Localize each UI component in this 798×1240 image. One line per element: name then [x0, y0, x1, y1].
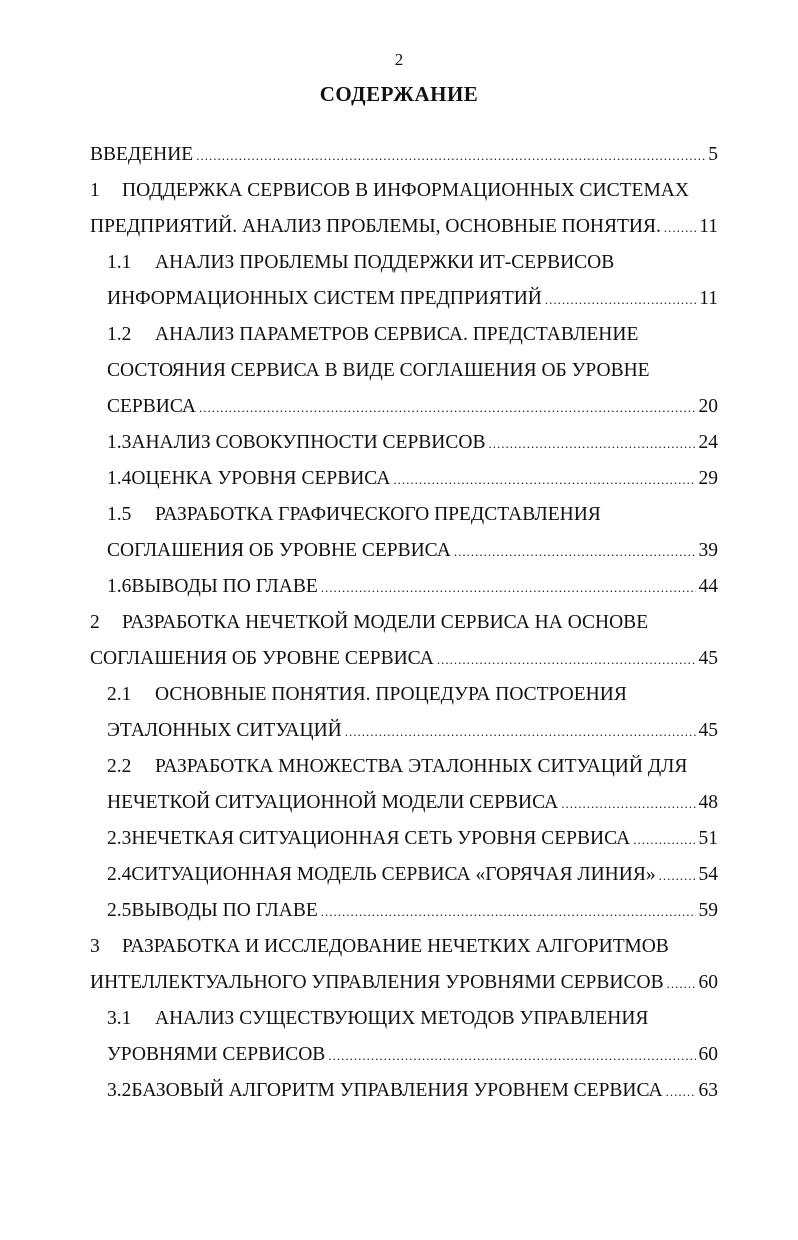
toc-line	[90, 1001, 718, 1037]
toc-line	[90, 749, 718, 785]
toc-entry-title: ПОДДЕРЖКА СЕРВИСОВ В ИНФОРМАЦИОННЫХ СИСТЕМАХ	[122, 180, 689, 201]
toc-entry-title: УРОВНЯМИ СЕРВИСОВ	[107, 1044, 326, 1065]
toc-entry-title: ВЫВОДЫ ПО ГЛАВЕ	[131, 576, 318, 597]
toc-entry-number: 1.4	[107, 468, 132, 489]
toc-entry-page: 24	[698, 432, 718, 453]
toc-entry-title: АНАЛИЗ СОВОКУПНОСТИ СЕРВИСОВ	[131, 432, 486, 453]
toc-entry-page: 54	[698, 864, 718, 885]
toc-line	[90, 497, 718, 533]
toc-line	[90, 173, 718, 209]
dot-leader	[454, 534, 696, 570]
toc-entry-page: 45	[698, 720, 718, 741]
dot-leader	[561, 786, 695, 822]
dot-leader	[199, 390, 696, 426]
toc-entry-title: ОЦЕНКА УРОВНЯ СЕРВИСА	[131, 468, 391, 489]
toc-entry-title: АНАЛИЗ СУЩЕСТВУЮЩИХ МЕТОДОВ УПРАВЛЕНИЯ	[155, 1008, 649, 1029]
toc-entry-title: ПРЕДПРИЯТИЙ. АНАЛИЗ ПРОБЛЕМЫ, ОСНОВНЫЕ ПОНЯТИЯ.	[90, 216, 661, 237]
toc-entry-page: 39	[698, 540, 718, 561]
toc-line	[90, 641, 718, 677]
dot-leader	[321, 894, 696, 930]
toc-entry-page: 5	[708, 144, 718, 165]
toc-entry-number: 1.6	[107, 576, 132, 597]
page-title: СОДЕРЖАНИЕ	[319, 82, 479, 106]
dot-leader	[667, 966, 696, 1002]
dot-leader	[437, 642, 696, 678]
toc-entry-number: 1.5	[107, 504, 132, 525]
toc-entry-page: 29	[698, 468, 718, 489]
table-of-contents	[90, 137, 718, 1109]
toc-entry-number: 3.2	[107, 1080, 132, 1101]
toc-line	[90, 389, 718, 425]
toc-entry-page: 60	[698, 1044, 718, 1065]
dot-leader	[488, 426, 695, 462]
toc-line	[90, 713, 718, 749]
toc-entry-title: НЕЧЕТКОЙ СИТУАЦИОННОЙ МОДЕЛИ СЕРВИСА	[107, 792, 559, 813]
toc-entry-title: БАЗОВЫЙ АЛГОРИТМ УПРАВЛЕНИЯ УРОВНЕМ СЕРВИСА	[131, 1080, 663, 1101]
toc-entry-number: 2.1	[107, 684, 132, 705]
toc-entry-page: 11	[699, 216, 718, 237]
toc-line	[90, 209, 718, 245]
dot-leader	[393, 462, 695, 498]
dot-leader	[545, 282, 696, 318]
toc-line	[90, 929, 718, 965]
toc-entry-title: НЕЧЕТКАЯ СИТУАЦИОННАЯ СЕТЬ УРОВНЯ СЕРВИСА	[131, 828, 631, 849]
toc-line	[90, 893, 718, 929]
toc-line	[90, 677, 718, 713]
toc-entry-title: РАЗРАБОТКА НЕЧЕТКОЙ МОДЕЛИ СЕРВИСА НА ОСНОВЕ	[122, 612, 649, 633]
toc-entry-number: 1.1	[107, 252, 132, 273]
toc-entry-title: СОГЛАШЕНИЯ ОБ УРОВНЕ СЕРВИСА	[90, 648, 434, 669]
toc-line	[90, 1037, 718, 1073]
toc-line	[90, 353, 718, 389]
toc-entry-title: АНАЛИЗ ПАРАМЕТРОВ СЕРВИСА. ПРЕДСТАВЛЕНИЕ	[155, 324, 639, 345]
toc-entry-page: 11	[699, 288, 718, 309]
toc-line	[90, 857, 718, 893]
toc-entry-page: 60	[698, 972, 718, 993]
toc-entry-title: РАЗРАБОТКА И ИССЛЕДОВАНИЕ НЕЧЕТКИХ АЛГОРИТМОВ	[122, 936, 669, 957]
page-number: 2	[394, 50, 404, 69]
toc-line	[90, 137, 718, 173]
toc-entry-title: РАЗРАБОТКА МНОЖЕСТВА ЭТАЛОННЫХ СИТУАЦИЙ ДЛЯ	[155, 756, 688, 777]
toc-entry-number: 3.1	[107, 1008, 132, 1029]
toc-entry-title: СИТУАЦИОННАЯ МОДЕЛЬ СЕРВИСА «ГОРЯЧАЯ ЛИНИЯ»	[131, 864, 656, 885]
toc-entry-number: 1.3	[107, 432, 132, 453]
toc-entry-page: 45	[698, 648, 718, 669]
toc-entry-number: 2.2	[107, 756, 132, 777]
toc-entry-title: ЭТАЛОННЫХ СИТУАЦИЙ	[107, 720, 342, 741]
toc-entry-page: 20	[698, 396, 718, 417]
toc-line	[90, 965, 718, 1001]
dot-leader	[345, 714, 696, 750]
dot-leader	[196, 138, 705, 174]
toc-line	[90, 569, 718, 605]
toc-entry-title: СОСТОЯНИЯ СЕРВИСА В ВИДЕ СОГЛАШЕНИЯ ОБ УРОВНЕ	[107, 360, 650, 381]
dot-leader	[664, 210, 696, 246]
toc-entry-title: ВВЕДЕНИЕ	[90, 144, 194, 165]
toc-entry-page: 51	[698, 828, 718, 849]
toc-line	[90, 533, 718, 569]
toc-entry-page: 59	[698, 900, 718, 921]
toc-line	[90, 785, 718, 821]
toc-entry-number: 1.2	[107, 324, 132, 345]
toc-entry-number: 2.4	[107, 864, 132, 885]
toc-entry-title: СОГЛАШЕНИЯ ОБ УРОВНЕ СЕРВИСА	[107, 540, 451, 561]
dot-leader	[659, 858, 696, 894]
toc-entry-title: ВЫВОДЫ ПО ГЛАВЕ	[131, 900, 318, 921]
toc-line	[90, 245, 718, 281]
toc-entry-number: 3	[90, 936, 100, 957]
toc-line	[90, 605, 718, 641]
toc-entry-title: РАЗРАБОТКА ГРАФИЧЕСКОГО ПРЕДСТАВЛЕНИЯ	[155, 504, 601, 525]
dot-leader	[328, 1038, 695, 1074]
toc-line	[90, 281, 718, 317]
toc-entry-title: АНАЛИЗ ПРОБЛЕМЫ ПОДДЕРЖКИ ИТ-СЕРВИСОВ	[155, 252, 615, 273]
toc-entry-title: ИНФОРМАЦИОННЫХ СИСТЕМ ПРЕДПРИЯТИЙ	[107, 288, 542, 309]
toc-entry-page: 44	[698, 576, 718, 597]
toc-entry-number: 2.3	[107, 828, 132, 849]
toc-entry-number: 2.5	[107, 900, 132, 921]
toc-line	[90, 1073, 718, 1109]
toc-entry-title: ИНТЕЛЛЕКТУАЛЬНОГО УПРАВЛЕНИЯ УРОВНЯМИ СЕРВИСОВ	[90, 972, 664, 993]
toc-entry-title: СЕРВИСА	[107, 396, 196, 417]
dot-leader	[321, 570, 696, 606]
toc-line	[90, 821, 718, 857]
toc-entry-number: 1	[90, 180, 100, 201]
toc-entry-page: 48	[698, 792, 718, 813]
toc-entry-page: 63	[698, 1080, 718, 1101]
toc-line	[90, 461, 718, 497]
dot-leader	[666, 1074, 696, 1110]
dot-leader	[633, 822, 695, 858]
toc-entry-number: 2	[90, 612, 100, 633]
toc-line	[90, 317, 718, 353]
toc-line	[90, 425, 718, 461]
toc-entry-title: ОСНОВНЫЕ ПОНЯТИЯ. ПРОЦЕДУРА ПОСТРОЕНИЯ	[155, 684, 627, 705]
